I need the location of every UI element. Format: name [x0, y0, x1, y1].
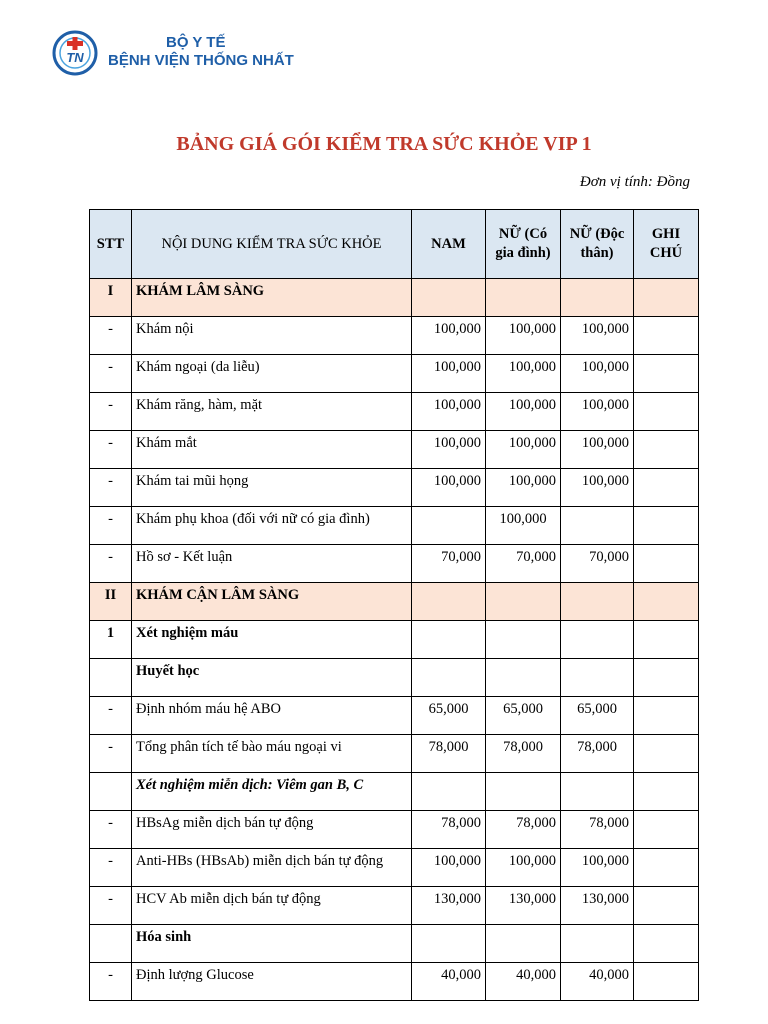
table-header-row — [90, 210, 699, 279]
cell-nu1: 78,000 — [486, 735, 561, 773]
table-row — [90, 583, 699, 621]
cell-nu1 — [486, 925, 561, 963]
cell-nu2: 40,000 — [561, 963, 634, 1001]
cell-nu1: 40,000 — [486, 963, 561, 1001]
cell-nu2 — [561, 925, 634, 963]
table-row — [90, 887, 699, 925]
cell-note — [634, 963, 699, 1001]
cell-nu1: 100,000 — [486, 355, 561, 393]
cell-stt: 1 — [90, 621, 132, 659]
cell-name: HCV Ab miễn dịch bán tự động — [132, 887, 412, 925]
cell-nam — [412, 659, 486, 697]
cell-nu1: 100,000 — [486, 317, 561, 355]
cell-nu2: 100,000 — [561, 355, 634, 393]
cell-name: Xét nghiệm miễn dịch: Viêm gan B, C — [132, 773, 412, 811]
table-row — [90, 925, 699, 963]
cell-nu2 — [561, 507, 634, 545]
cell-nu1: 78,000 — [486, 811, 561, 849]
cell-note — [634, 887, 699, 925]
cell-nu1: 100,000 — [486, 431, 561, 469]
col-header-nu-married: NỮ (Có gia đình) — [486, 210, 561, 279]
hospital-logo-icon — [52, 30, 98, 76]
cell-nu2 — [561, 659, 634, 697]
cell-name: Khám mắt — [132, 431, 412, 469]
cell-nu1: 130,000 — [486, 887, 561, 925]
cell-note — [634, 469, 699, 507]
cell-name: Định lượng Glucose — [132, 963, 412, 1001]
hospital-name: BỆNH VIỆN THỐNG NHẤT — [108, 52, 294, 69]
cell-stt: - — [90, 735, 132, 773]
cell-nam — [412, 583, 486, 621]
cell-nam: 100,000 — [412, 317, 486, 355]
cell-nu1: 100,000 — [486, 849, 561, 887]
cell-nu1 — [486, 773, 561, 811]
cell-nam: 78,000 — [412, 811, 486, 849]
cell-nu2: 100,000 — [561, 849, 634, 887]
col-header-stt: STT — [90, 210, 132, 279]
cell-nam — [412, 773, 486, 811]
cell-name: Hóa sinh — [132, 925, 412, 963]
cell-nam — [412, 279, 486, 317]
table-row — [90, 697, 699, 735]
cell-stt: - — [90, 317, 132, 355]
cell-nu2 — [561, 621, 634, 659]
cell-nam: 40,000 — [412, 963, 486, 1001]
cell-note — [634, 697, 699, 735]
table-row — [90, 811, 699, 849]
cell-name: Huyết học — [132, 659, 412, 697]
cell-stt — [90, 773, 132, 811]
cell-nu2 — [561, 279, 634, 317]
cell-nu2: 78,000 — [561, 735, 634, 773]
cell-nu2 — [561, 773, 634, 811]
cell-nu2: 78,000 — [561, 811, 634, 849]
cell-note — [634, 849, 699, 887]
table-row — [90, 849, 699, 887]
cell-stt: II — [90, 583, 132, 621]
page-title: BẢNG GIÁ GÓI KIỂM TRA SỨC KHỎE VIP 1 — [176, 133, 592, 155]
cell-nu2: 100,000 — [561, 317, 634, 355]
cell-stt: - — [90, 697, 132, 735]
table-row — [90, 963, 699, 1001]
table-row — [90, 469, 699, 507]
table-row — [90, 773, 699, 811]
cell-nam: 130,000 — [412, 887, 486, 925]
cell-note — [634, 621, 699, 659]
cell-nam — [412, 507, 486, 545]
cell-nu2 — [561, 583, 634, 621]
cell-name: Khám phụ khoa (đối với nữ có gia đình) — [132, 507, 412, 545]
cell-nu2: 70,000 — [561, 545, 634, 583]
cell-note — [634, 925, 699, 963]
col-header-nu-single: NỮ (Độc thân) — [561, 210, 634, 279]
cell-nu1 — [486, 583, 561, 621]
cell-nam: 100,000 — [412, 469, 486, 507]
cell-name: Khám nội — [132, 317, 412, 355]
cell-nu2: 100,000 — [561, 393, 634, 431]
cell-note — [634, 773, 699, 811]
cell-nam: 78,000 — [412, 735, 486, 773]
cell-nu1: 65,000 — [486, 697, 561, 735]
cell-stt: - — [90, 545, 132, 583]
cell-stt: - — [90, 811, 132, 849]
cell-name: Định nhóm máu hệ ABO — [132, 697, 412, 735]
cell-nam: 100,000 — [412, 355, 486, 393]
cell-nu1: 100,000 — [486, 393, 561, 431]
cell-nu2: 100,000 — [561, 469, 634, 507]
col-header-nam: NAM — [412, 210, 486, 279]
table-row — [90, 431, 699, 469]
hospital-logo-block — [52, 30, 302, 80]
ministry-name: BỘ Y TẾ — [166, 34, 226, 51]
price-table — [89, 209, 699, 1001]
cell-nu1: 100,000 — [486, 507, 561, 545]
cell-note — [634, 355, 699, 393]
unit-note: Đơn vị tính: Đồng — [579, 174, 690, 190]
cell-nu2: 65,000 — [561, 697, 634, 735]
cell-name: Anti-HBs (HBsAb) miễn dịch bán tự động — [132, 849, 412, 887]
cell-stt: I — [90, 279, 132, 317]
table-row — [90, 279, 699, 317]
cell-note — [634, 431, 699, 469]
cell-nam: 100,000 — [412, 393, 486, 431]
cell-stt: - — [90, 355, 132, 393]
cell-name: HBsAg miễn dịch bán tự động — [132, 811, 412, 849]
table-row — [90, 355, 699, 393]
cell-stt: - — [90, 393, 132, 431]
cell-note — [634, 583, 699, 621]
cell-name: Khám ngoại (da liễu) — [132, 355, 412, 393]
cell-name: KHÁM CẬN LÂM SÀNG — [132, 583, 412, 621]
table-row — [90, 621, 699, 659]
cell-stt — [90, 925, 132, 963]
cell-note — [634, 811, 699, 849]
cell-nam — [412, 621, 486, 659]
cell-note — [634, 393, 699, 431]
cell-nam: 100,000 — [412, 849, 486, 887]
cell-nam — [412, 925, 486, 963]
cell-nu2: 130,000 — [561, 887, 634, 925]
col-header-note: GHI CHÚ — [634, 210, 699, 279]
table-row — [90, 393, 699, 431]
cell-stt: - — [90, 849, 132, 887]
logo-letters: TN — [66, 50, 84, 65]
cell-nam: 65,000 — [412, 697, 486, 735]
col-header-content: NỘI DUNG KIỂM TRA SỨC KHỎE — [132, 210, 412, 279]
cell-name: Khám tai mũi họng — [132, 469, 412, 507]
cell-nam: 100,000 — [412, 431, 486, 469]
cell-nam: 70,000 — [412, 545, 486, 583]
cell-nu1: 100,000 — [486, 469, 561, 507]
cell-nu1 — [486, 659, 561, 697]
cell-name: Tổng phân tích tế bào máu ngoại vi — [132, 735, 412, 773]
table-row — [90, 317, 699, 355]
cell-name: Xét nghiệm máu — [132, 621, 412, 659]
table-row — [90, 545, 699, 583]
cell-note — [634, 317, 699, 355]
cell-stt: - — [90, 887, 132, 925]
cell-nu1 — [486, 279, 561, 317]
cell-nu2: 100,000 — [561, 431, 634, 469]
cell-stt — [90, 659, 132, 697]
cell-note — [634, 735, 699, 773]
cell-name: Khám răng, hàm, mặt — [132, 393, 412, 431]
cell-stt: - — [90, 963, 132, 1001]
cell-note — [634, 279, 699, 317]
cell-name: Hồ sơ - Kết luận — [132, 545, 412, 583]
table-row — [90, 659, 699, 697]
cell-name: KHÁM LÂM SÀNG — [132, 279, 412, 317]
cell-note — [634, 659, 699, 697]
cell-stt: - — [90, 431, 132, 469]
cell-note — [634, 545, 699, 583]
cell-nu1: 70,000 — [486, 545, 561, 583]
table-row — [90, 507, 699, 545]
cell-stt: - — [90, 469, 132, 507]
cell-nu1 — [486, 621, 561, 659]
cell-note — [634, 507, 699, 545]
cell-stt: - — [90, 507, 132, 545]
table-row — [90, 735, 699, 773]
